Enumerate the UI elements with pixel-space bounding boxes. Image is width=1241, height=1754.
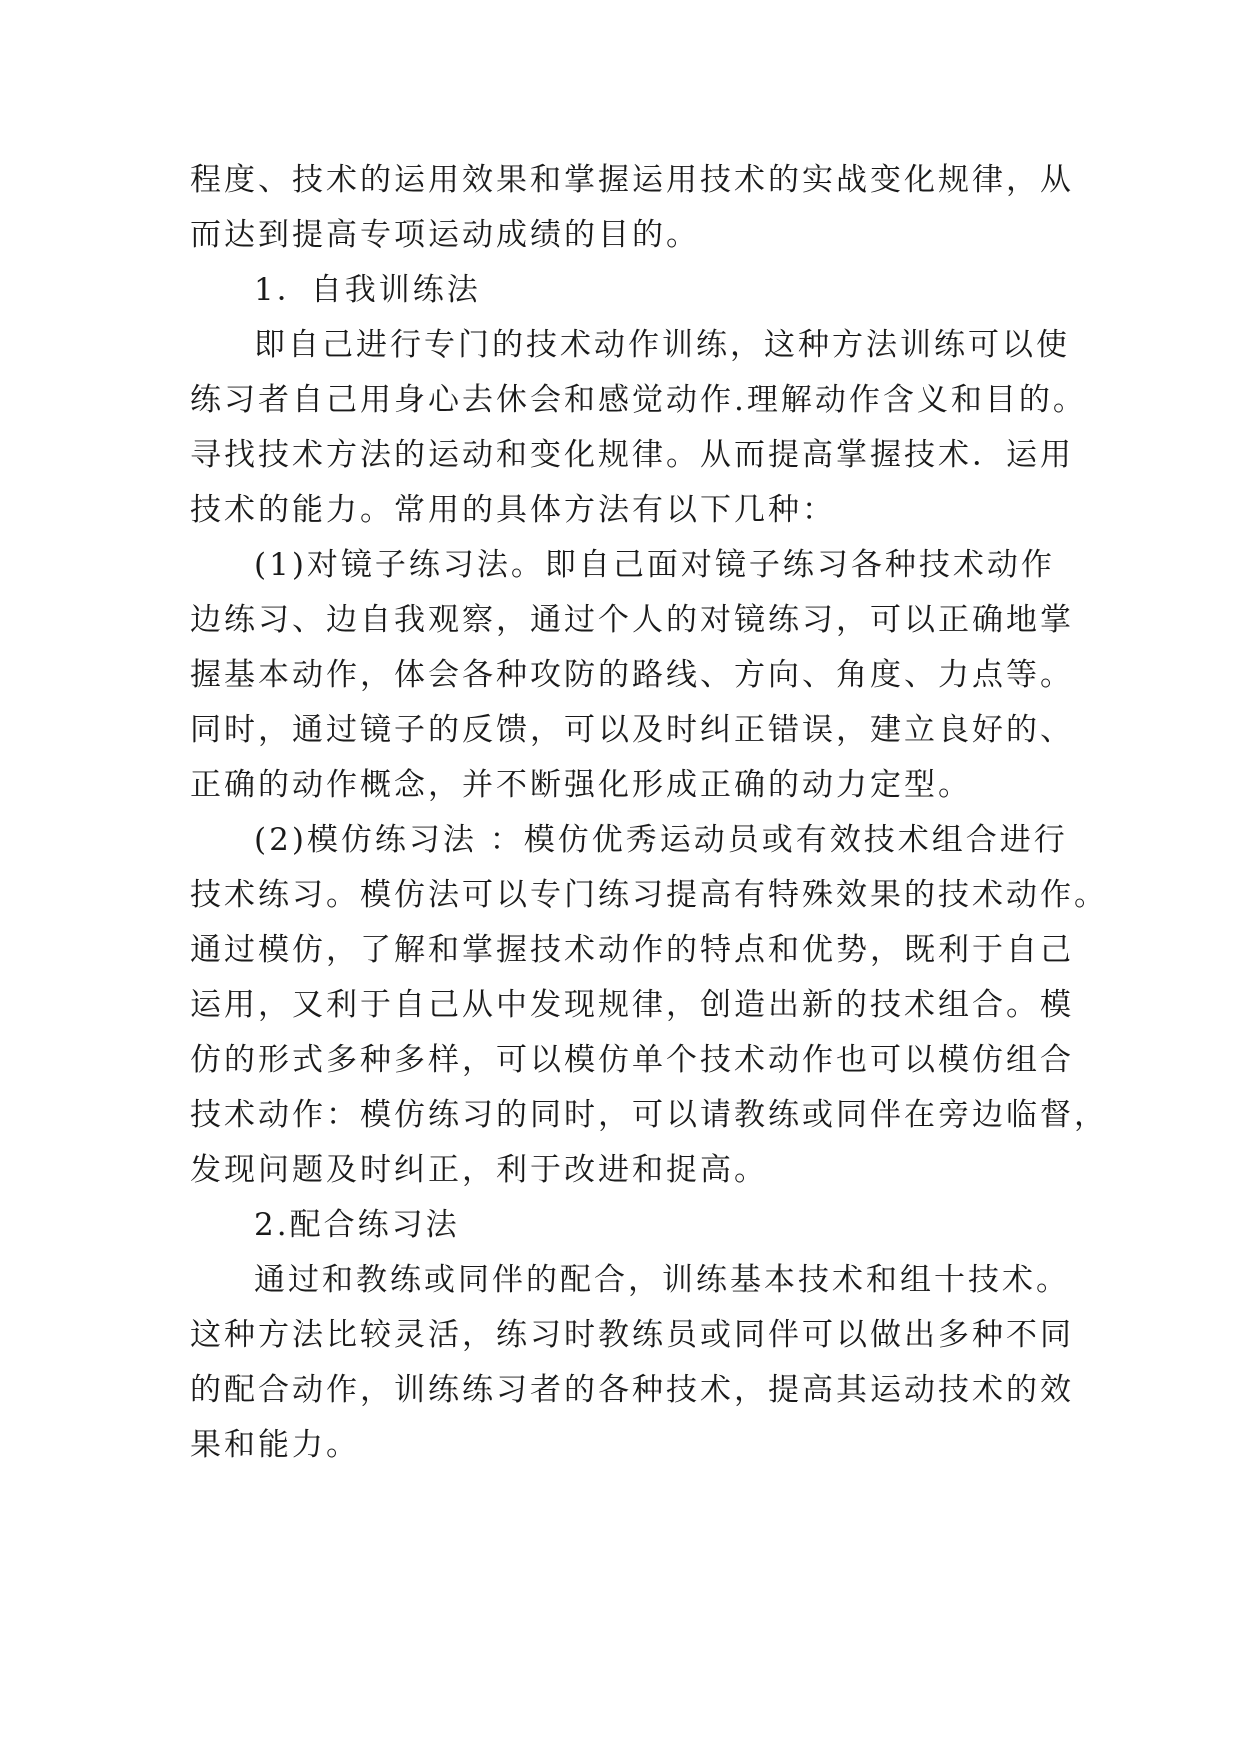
text-line: 仿的形式多种多样，可以模仿单个技术动作也可以模仿组合 (190, 1042, 1074, 1078)
text-line: 即自己进行专门的技术动作训练，这种方法训练可以使 (254, 327, 1070, 363)
text-line: 这种方法比较灵活，练习时教练员或同伴可以做出多种不同 (190, 1317, 1074, 1353)
section-heading-cooperation: 2.配合练习法 (254, 1207, 460, 1243)
text-line: 技术练习。模仿法可以专门练习提高有特殊效果的技术动作。 (190, 877, 1108, 913)
text-line: 边练习、边自我观察，通过个人的对镜练习，可以正确地掌 (190, 602, 1074, 638)
text-line: 技术的能力。常用的具体方法有以下几种： (190, 492, 836, 528)
text-line: 程度、技术的运用效果和掌握运用技术的实战变化规律，从 (190, 162, 1074, 198)
text-line: 同时，通过镜子的反馈，可以及时纠正错误，建立良好的、 (190, 712, 1074, 748)
text-line: 果和能力。 (190, 1427, 360, 1463)
section-heading-self-training: 1．自我训练法 (254, 272, 481, 308)
text-line: 寻找技术方法的运动和变化规律。从而提高掌握技术．运用 (190, 437, 1074, 473)
text-line: 而达到提高专项运动成绩的目的。 (190, 217, 700, 253)
text-line: 技术动作：模仿练习的同时，可以请教练或同伴在旁边临督， (190, 1097, 1108, 1133)
text-line: (1)对镜子练习法。即自己面对镜子练习各种技术动作 (254, 547, 1055, 583)
text-line: 通过模仿，了解和掌握技术动作的特点和优势，既利于自己 (190, 932, 1074, 968)
text-line: 通过和教练或同伴的配合，训练基本技术和组十技术。 (254, 1262, 1070, 1298)
text-line: (2)模仿练习法 ：模仿优秀运动员或有效技术组合进行 (254, 822, 1068, 858)
text-line: 练习者自己用身心去休会和感觉动作.理解动作含义和目的。 (190, 382, 1087, 418)
text-line: 发现问题及时纠正，利于改进和捉高。 (190, 1152, 768, 1188)
text-line: 运用，又利于自己从中发现规律，创造出新的技术组合。模 (190, 987, 1074, 1023)
text-line: 握基本动作，体会各种攻防的路线、方向、角度、力点等。 (190, 657, 1074, 693)
text-line: 的配合动作，训练练习者的各种技术，提高其运动技术的效 (190, 1372, 1074, 1408)
text-line: 正确的动作概念，并不断强化形成正确的动力定型。 (190, 767, 972, 803)
